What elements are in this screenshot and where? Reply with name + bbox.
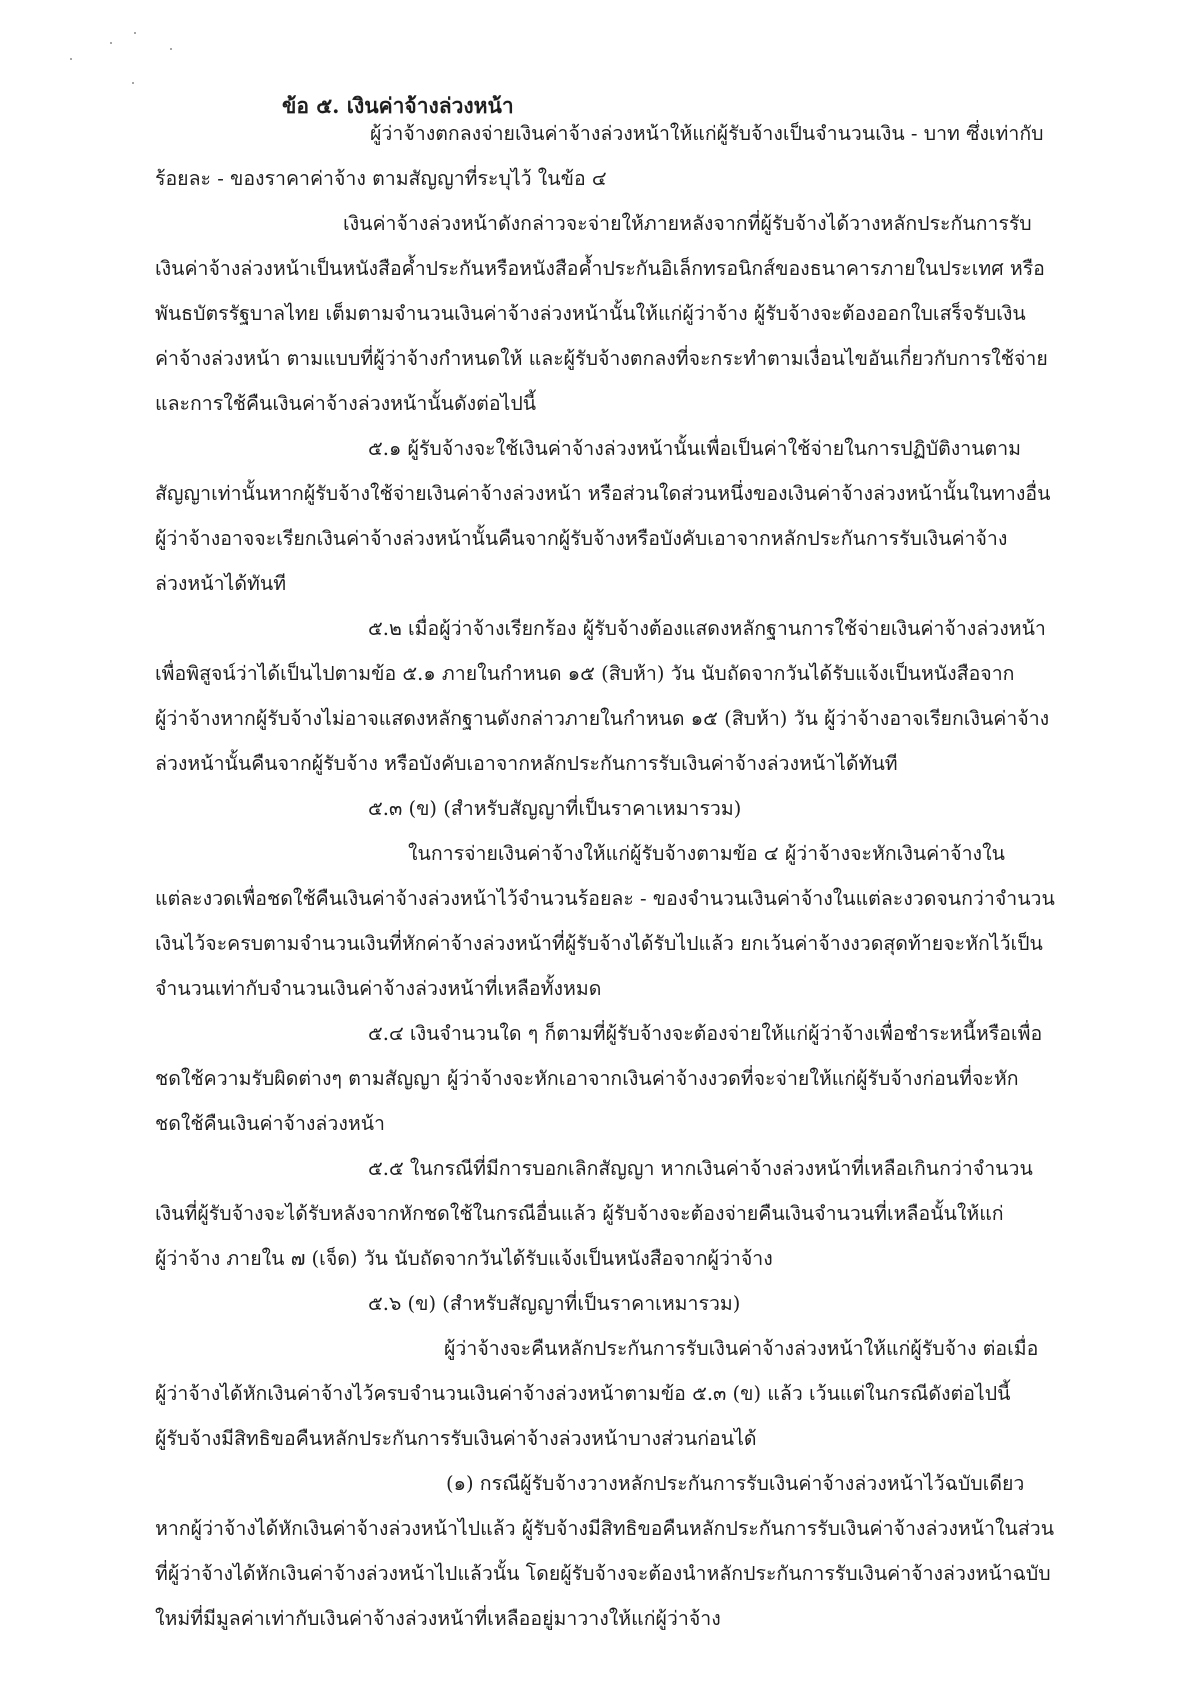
paragraph-line: ๕.๒ เมื่อผู้ว่าจ้างเรียกร้อง ผู้รับจ้างต้องแสดงหลักฐานการใช้จ่ายเงินค่าจ้างล่วงหน้า <box>368 617 1046 640</box>
paragraph-line: ผู้รับจ้างมีสิทธิขอคืนหลักประกันการรับเงินค่าจ้างล่วงหน้าบางส่วนก่อนได้ <box>155 1427 757 1450</box>
paragraph-line: ชดใช้คืนเงินค่าจ้างล่วงหน้า <box>155 1112 385 1135</box>
paragraph-line: ร้อยละ - ของราคาค่าจ้าง ตามสัญญาที่ระบุไว้ ในข้อ ๔ <box>155 167 607 190</box>
paragraph-line: และการใช้คืนเงินค่าจ้างล่วงหน้านั้นดังต่อไปนี้ <box>155 392 537 415</box>
paragraph-line: ๕.๔ เงินจำนวนใด ๆ ก็ตามที่ผู้รับจ้างจะต้องจ่ายให้แก่ผู้ว่าจ้างเพื่อชำระหนี้หรือเพื่อ <box>368 1022 1043 1045</box>
paragraph-line: ๕.๕ ในกรณีที่มีการบอกเลิกสัญญา หากเงินค่าจ้างล่วงหน้าที่เหลือเกินกว่าจำนวน <box>368 1157 1033 1180</box>
paragraph-line: ๕.๑ ผู้รับจ้างจะใช้เงินค่าจ้างล่วงหน้านั้นเพื่อเป็นค่าใช้จ่ายในการปฏิบัติงานตาม <box>368 437 1022 460</box>
paragraph-line: ผู้ว่าจ้าง ภายใน ๗ (เจ็ด) วัน นับถัดจากวันได้รับแจ้งเป็นหนังสือจากผู้ว่าจ้าง <box>155 1247 773 1270</box>
paragraph-line: จำนวนเท่ากับจำนวนเงินค่าจ้างล่วงหน้าที่เหลือทั้งหมด <box>155 977 602 1000</box>
paragraph-line: เงินที่ผู้รับจ้างจะได้รับหลังจากหักชดใช้ในกรณีอื่นแล้ว ผู้รับจ้างจะต้องจ่ายคืนเงินจำนวนที่เหลือนั้นให้แก่ <box>155 1202 1004 1225</box>
paragraph-line: เงินค่าจ้างล่วงหน้าดังกล่าวจะจ่ายให้ภายหลังจากที่ผู้รับจ้างได้วางหลักประกันการรับ <box>343 212 1032 235</box>
subsection-title: ๕.๓ (ข) (สำหรับสัญญาที่เป็นราคาเหมารวม) <box>368 797 742 820</box>
paragraph-line: ผู้ว่าจ้างได้หักเงินค่าจ้างไว้ครบจำนวนเงินค่าจ้างล่วงหน้าตามข้อ ๕.๓ (ข) แล้ว เว้นแต่ในกรณีดังต่อไปนี้ <box>155 1382 1011 1405</box>
paragraph-line: เงินค่าจ้างล่วงหน้าเป็นหนังสือค้ำประกันหรือหนังสือค้ำประกันอิเล็กทรอนิกส์ของธนาคารภายในประเทศ หรือ <box>155 257 1045 280</box>
paragraph-line: ที่ผู้ว่าจ้างได้หักเงินค่าจ้างล่วงหน้าไปแล้วนั้น โดยผู้รับจ้างจะต้องนำหลักประกันการรับเงินค่าจ้างล่วงหน้าฉบับ <box>155 1562 1051 1585</box>
scan-speck <box>70 58 72 60</box>
scan-speck <box>132 82 134 84</box>
paragraph-line: ผู้ว่าจ้างจะคืนหลักประกันการรับเงินค่าจ้างล่วงหน้าให้แก่ผู้รับจ้าง ต่อเมื่อ <box>444 1337 1039 1360</box>
paragraph-line: ค่าจ้างล่วงหน้า ตามแบบที่ผู้ว่าจ้างกำหนดให้ และผู้รับจ้างตกลงที่จะกระทำตามเงื่อนไขอันเกี่ยวกับการใช้จ่าย <box>155 347 1048 370</box>
paragraph-line: พันธบัตรรัฐบาลไทย เต็มตามจำนวนเงินค่าจ้างล่วงหน้านั้นให้แก่ผู้ว่าจ้าง ผู้รับจ้างจะต้องออกใบเสร็จรับเงิน <box>155 302 1026 325</box>
paragraph-line: ในการจ่ายเงินค่าจ้างให้แก่ผู้รับจ้างตามข้อ ๔ ผู้ว่าจ้างจะหักเงินค่าจ้างใน <box>408 842 1005 865</box>
subsection-title: ๕.๖ (ข) (สำหรับสัญญาที่เป็นราคาเหมารวม) <box>368 1292 741 1315</box>
paragraph-line: ชดใช้ความรับผิดต่างๆ ตามสัญญา ผู้ว่าจ้างจะหักเอาจากเงินค่าจ้างงวดที่จะจ่ายให้แก่ผู้รับจ้างก่อนที่จะหัก <box>155 1067 1019 1090</box>
paragraph-line: เพื่อพิสูจน์ว่าได้เป็นไปตามข้อ ๕.๑ ภายในกำหนด ๑๕ (สิบห้า) วัน นับถัดจากวันได้รับแจ้งเป็นหนังสือจาก <box>155 662 1015 685</box>
scan-speck <box>170 48 172 50</box>
paragraph-line: ผู้ว่าจ้างตกลงจ่ายเงินค่าจ้างล่วงหน้าให้แก่ผู้รับจ้างเป็นจำนวนเงิน - บาท ซึ่งเท่ากับ <box>370 122 1044 145</box>
paragraph-line: ล่วงหน้านั้นคืนจากผู้รับจ้าง หรือบังคับเอาจากหลักประกันการรับเงินค่าจ้างล่วงหน้าได้ทันที <box>155 752 898 775</box>
paragraph-line: สัญญาเท่านั้นหากผู้รับจ้างใช้จ่ายเงินค่าจ้างล่วงหน้า หรือส่วนใดส่วนหนึ่งของเงินค่าจ้างล่วงหน้านั้นในทางอื่น <box>155 482 1051 505</box>
scan-speck <box>110 42 112 44</box>
paragraph-line: หากผู้ว่าจ้างได้หักเงินค่าจ้างล่วงหน้าไปแล้ว ผู้รับจ้างมีสิทธิขอคืนหลักประกันการรับเงินค่าจ้างล่วงหน้าในส่วน <box>155 1517 1055 1540</box>
paragraph-line: (๑) กรณีผู้รับจ้างวางหลักประกันการรับเงินค่าจ้างล่วงหน้าไว้ฉบับเดียว <box>446 1472 1025 1495</box>
paragraph-line: ผู้ว่าจ้างอาจจะเรียกเงินค่าจ้างล่วงหน้านั้นคืนจากผู้รับจ้างหรือบังคับเอาจากหลักประกันการรับเงินค่าจ้าง <box>155 527 1008 550</box>
section-heading: ข้อ ๕. เงินค่าจ้างล่วงหน้า <box>282 93 514 118</box>
scan-speck <box>134 32 136 34</box>
paragraph-line: ผู้ว่าจ้างหากผู้รับจ้างไม่อาจแสดงหลักฐานดังกล่าวภายในกำหนด ๑๕ (สิบห้า) วัน ผู้ว่าจ้างอาจเรียกเงินค่าจ้าง <box>155 707 1050 730</box>
paragraph-line: ล่วงหน้าได้ทันที <box>155 572 287 595</box>
paragraph-line: แต่ละงวดเพื่อชดใช้คืนเงินค่าจ้างล่วงหน้าไว้จำนวนร้อยละ - ของจำนวนเงินค่าจ้างในแต่ละงวดจนกว่าจำนวน <box>155 887 1055 910</box>
paragraph-line: เงินไว้จะครบตามจำนวนเงินที่หักค่าจ้างล่วงหน้าที่ผู้รับจ้างได้รับไปแล้ว ยกเว้นค่าจ้างงวดสุดท้ายจะหักไว้เป็น <box>155 932 1043 955</box>
paragraph-line: ใหม่ที่มีมูลค่าเท่ากับเงินค่าจ้างล่วงหน้าที่เหลืออยู่มาวางให้แก่ผู้ว่าจ้าง <box>155 1607 721 1630</box>
